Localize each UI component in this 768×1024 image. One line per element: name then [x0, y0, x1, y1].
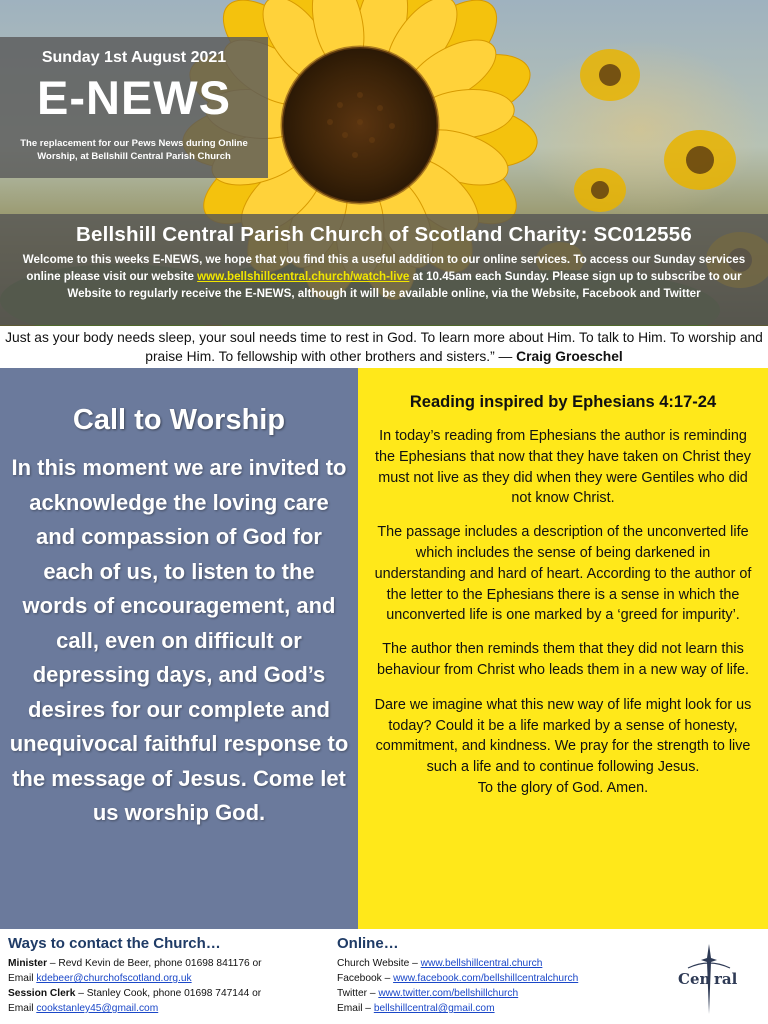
logo-text-left: Cen	[678, 970, 711, 988]
minister-email-line	[8, 971, 328, 986]
website-label: Church Website –	[337, 958, 421, 969]
call-to-worship-title: Call to Worship	[72, 404, 286, 436]
church-logo	[676, 940, 742, 1018]
issue-date: Sunday 1st August 2021	[41, 49, 227, 66]
date-title-box	[0, 37, 268, 178]
call-to-worship-text: In this moment we are invited to acknowledge the loving care and compassion of God for each of us, to listen to the words of encouragement, and call, even on difficult or depressing days, and God’s desires for our complete and unequivocal faithful response to the message of Jesus. Come let us worship God.	[9, 455, 349, 825]
website-line	[337, 956, 657, 971]
minister-line	[8, 956, 328, 971]
watch-live-link[interactable]: www.bellshillcentral.church/watch-live	[197, 270, 410, 283]
logo-text-right: ral	[714, 970, 738, 988]
charity-info-band	[0, 214, 768, 325]
email-line	[337, 1001, 657, 1016]
minister-details: – Revd Kevin de Beer, phone 01698 841176 or	[47, 958, 262, 969]
facebook-link[interactable]: www.facebook.com/bellshillcentralchurch	[393, 973, 579, 984]
website-link[interactable]: www.bellshillcentral.church	[420, 958, 543, 969]
twitter-label: Twitter –	[337, 988, 379, 999]
minister-email-link[interactable]: kdebeer@churchofscotland.org.uk	[36, 973, 192, 984]
charity-title: Bellshill Central Parish Church of Scotland Charity: SC012556	[76, 223, 692, 246]
contact-heading: Ways to contact the Church…	[8, 935, 221, 952]
reading-paragraph: Dare we imagine what this new way of life might look for us today? Could it be a life marked by a sense of honesty, commitment, and kindness. We pray for the strength to live such a life and to continue following Jesus.	[374, 696, 752, 776]
minister-label: Minister	[8, 958, 48, 969]
clerk-label: Session Clerk	[8, 988, 76, 999]
welcome-text-end: at 10.45am each Sunday. Please sign up to subscribe to our Website to regularly receive the E-NEWS, although it will be available online, via the Website, Facebook and Twitter	[67, 270, 742, 300]
clerk-email-link[interactable]: cookstanley45@gmail.com	[36, 1003, 159, 1014]
facebook-line	[337, 971, 657, 986]
twitter-link[interactable]: www.twitter.com/bellshillchurch	[378, 988, 519, 999]
welcome-text-start: Welcome to this weeks E-NEWS, we hope that you find this a useful addition to our online services. To access our Sunday services online please visit our website	[22, 253, 746, 283]
footer	[0, 929, 768, 1024]
header-banner	[0, 0, 768, 326]
facebook-label: Facebook –	[337, 973, 394, 984]
email-label: Email –	[337, 1003, 374, 1014]
online-heading: Online…	[337, 935, 399, 952]
call-to-worship-panel	[0, 368, 358, 929]
quote-text: Just as your body needs sleep, your soul needs time to rest in God. To learn more about Him. To talk to Him. To worship and praise Him. To fellowship with other brothers and sisters.” —	[5, 330, 763, 364]
welcome-text	[8, 251, 760, 302]
clerk-line	[8, 986, 328, 1001]
clerk-email-line	[8, 1001, 328, 1016]
newsletter-tagline: The replacement for our Pews News during Online Worship, at Bellshill Central Parish Church	[20, 138, 248, 162]
clerk-details: – Stanley Cook, phone 01698 747144 or	[75, 988, 262, 999]
email-prefix: Email	[8, 973, 37, 984]
reading-paragraph: The author then reminds them that they did not learn this behaviour from Christ who leads them in a new way of life.	[377, 641, 749, 678]
newsletter-title: E-NEWS	[37, 71, 231, 124]
reading-paragraph: In today’s reading from Ephesians the author is reminding the Ephesians that now that they have taken on Christ they must not live as they did when they were Gentiles who did not know Christ.	[375, 428, 751, 507]
quote	[0, 326, 768, 368]
church-email-link[interactable]: bellshillcentral@gmail.com	[373, 1003, 495, 1014]
email-prefix: Email	[8, 1003, 37, 1014]
reading-closing: To the glory of God. Amen.	[477, 779, 649, 796]
quote-author: Craig Groeschel	[516, 349, 623, 364]
contact-section	[8, 935, 328, 1016]
online-section	[337, 935, 657, 1016]
reading-title: Reading inspired by Ephesians 4:17-24	[409, 393, 717, 411]
reading-panel	[358, 368, 768, 929]
reading-paragraph: The passage includes a description of the unconverted life which includes the sense of being darkened in understanding and hard of heart. According to the author of the letter to the Ephesians there is a sense in which the unconverted life is one marked by a ‘greed for impurity’.	[374, 524, 752, 624]
twitter-line	[337, 986, 657, 1001]
